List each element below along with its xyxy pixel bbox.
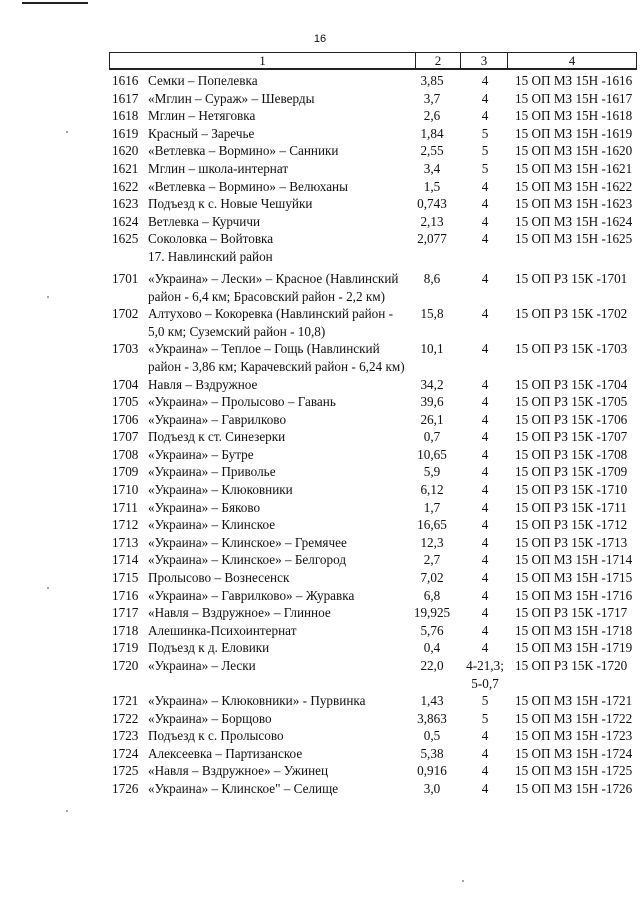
road-code: 15 ОП МЗ 15Н -1620 — [515, 143, 633, 159]
row-number: 1617 — [112, 90, 139, 106]
road-category: 4 — [481, 231, 489, 247]
road-category: 5 — [481, 125, 489, 141]
road-length: 3,7 — [423, 90, 441, 106]
road-code: 15 ОП РЗ 15К -1705 — [515, 394, 628, 410]
road-name: «Украина» – Приволье — [148, 464, 276, 480]
road-name: Мглин – Нетяговка — [148, 108, 256, 124]
table-row — [0, 142, 640, 160]
road-name: «Украина» – Клинское» – Гремячее — [148, 534, 347, 550]
road-code: 15 ОП МЗ 15Н -1625 — [515, 231, 633, 247]
road-code: 15 ОП РЗ 15К -1707 — [515, 429, 628, 445]
rows-mglin — [0, 72, 640, 248]
road-length: 19,925 — [413, 605, 451, 621]
scan-speck — [66, 810, 68, 812]
road-code: 15 ОП РЗ 15К -1710 — [515, 482, 628, 498]
header-col-3: 3 — [480, 53, 488, 68]
road-code: 15 ОП РЗ 15К -1701 — [515, 270, 628, 286]
road-code: 15 ОП РЗ 15К -1704 — [515, 376, 628, 392]
road-category: 4 — [481, 728, 489, 744]
road-length: 8,6 — [423, 270, 441, 286]
road-code: 15 ОП МЗ 15Н -1714 — [515, 552, 633, 568]
row-number: 1619 — [112, 125, 139, 141]
road-category: 4 — [481, 394, 489, 410]
row-number: 1713 — [112, 534, 139, 550]
road-length: 0,916 — [417, 763, 447, 779]
road-length: 12,3 — [420, 534, 444, 550]
row-number: 1724 — [112, 745, 139, 761]
road-code: 15 ОП МЗ 15Н -1624 — [515, 213, 633, 229]
road-name: «Украина» – Бутре — [148, 446, 254, 462]
road-code: 15 ОП МЗ 15Н -1618 — [515, 108, 633, 124]
row-number: 1714 — [112, 552, 139, 568]
row-number: 1725 — [112, 763, 139, 779]
road-category: 4 — [481, 73, 489, 88]
road-length: 1,5 — [423, 178, 441, 194]
row-number: 1722 — [112, 710, 139, 726]
road-code: 15 ОП МЗ 15Н -1718 — [515, 622, 633, 638]
road-category: 4 — [481, 90, 489, 106]
row-number: 1707 — [112, 429, 139, 445]
header-col-2: 2 — [434, 53, 442, 68]
road-code: 15 ОП МЗ 15Н -1617 — [515, 90, 633, 106]
road-code: 15 ОП МЗ 15Н -1724 — [515, 745, 633, 761]
road-length: 1,84 — [420, 125, 444, 141]
road-code: 15 ОП МЗ 15Н -1722 — [515, 710, 633, 726]
row-number: 1721 — [112, 693, 139, 708]
road-length: 7,02 — [420, 570, 444, 586]
road-length: 2,13 — [420, 213, 444, 229]
road-code: 15 ОП РЗ 15К -1712 — [515, 517, 628, 533]
road-code: 15 ОП МЗ 15Н -1621 — [515, 160, 633, 176]
road-code: 15 ОП МЗ 15Н -1715 — [515, 570, 633, 586]
row-number: 1703 — [112, 341, 139, 357]
road-name: Алтухово – Кокоревка (Навлинский район - 5,0 км; Суземский район - 10,8) — [148, 306, 394, 339]
table-row — [0, 463, 640, 481]
road-name: «Украина» – Клинское — [148, 517, 276, 533]
road-code: 15 ОП РЗ 15К -1709 — [515, 464, 628, 480]
road-code: 15 ОП МЗ 15Н -1723 — [515, 728, 633, 744]
road-code: 15 ОП РЗ 15К -1708 — [515, 446, 628, 462]
road-length: 3,85 — [420, 73, 444, 88]
road-name: «Украина» – Борщово — [148, 710, 272, 726]
road-length: 0,5 — [423, 728, 441, 744]
table-row — [0, 90, 640, 108]
row-number: 1705 — [112, 394, 139, 410]
row-number: 1723 — [112, 728, 139, 744]
road-code: 15 ОП МЗ 15Н -1719 — [515, 640, 633, 656]
road-category: 4 — [481, 429, 489, 445]
table-row — [0, 551, 640, 569]
road-name: Семки – Попелевка — [148, 73, 258, 88]
table-row — [0, 569, 640, 587]
category-part: 5-0,7 — [471, 675, 499, 691]
row-number: 1704 — [112, 376, 139, 392]
road-category: 4 — [481, 570, 489, 586]
table-row — [0, 446, 640, 464]
road-name: «Украина» – Пролысово – Гавань — [148, 394, 336, 410]
road-code: 15 ОП МЗ 15Н -1619 — [515, 125, 633, 141]
road-length: 3,4 — [423, 160, 441, 176]
road-category: 5 — [481, 693, 489, 708]
road-name: «Украина» – Клинское» – Белгород — [148, 552, 347, 568]
road-category: 5 — [481, 160, 489, 176]
table-row — [0, 393, 640, 411]
road-category: 4 — [481, 411, 489, 427]
road-length: 15,8 — [420, 306, 444, 322]
road-category: 5 — [481, 143, 489, 159]
table-row — [0, 178, 640, 196]
row-number: 1718 — [112, 622, 139, 638]
road-name: Подъезд к с. Новые Чешуйки — [148, 196, 313, 212]
road-length: 2,55 — [420, 143, 444, 159]
road-category: 4 — [481, 587, 489, 603]
category-part: 4-21,3; — [466, 658, 504, 673]
table-row — [0, 195, 640, 213]
row-number: 1706 — [112, 411, 139, 427]
road-category: 4 — [481, 270, 489, 286]
table-row — [0, 160, 640, 178]
table-row — [0, 428, 640, 446]
road-code: 15 ОП РЗ 15К -1706 — [515, 411, 628, 427]
table-row — [0, 762, 640, 780]
table-row — [0, 230, 640, 248]
road-name: «Украина» – Лески» – Красное (Навлинский район - 6,4 км; Брасовский район - 2,2 км) — [148, 270, 399, 304]
road-category — [462, 657, 508, 692]
road-length: 5,9 — [423, 464, 441, 480]
road-name: Алешинка-Психоинтернат — [148, 622, 297, 638]
road-length: 22,0 — [420, 658, 444, 673]
road-name: «Украина» – Гаврилково — [148, 411, 287, 427]
row-number: 1708 — [112, 446, 139, 462]
road-length: 0,4 — [423, 640, 441, 656]
row-number: 1717 — [112, 605, 139, 621]
row-number: 1625 — [112, 231, 139, 247]
road-name: Подъезд к с. Пролысово — [148, 728, 284, 744]
row-number: 1616 — [112, 73, 139, 88]
row-number: 1716 — [112, 587, 139, 603]
road-name: Мглин – школа-интернат — [148, 160, 289, 176]
table-row — [0, 692, 640, 710]
road-name: Ветлевка – Курчичи — [148, 213, 261, 229]
road-length: 5,38 — [420, 745, 444, 761]
table-row — [0, 72, 640, 90]
road-code: 15 ОП МЗ 15Н -1616 — [515, 73, 633, 88]
road-name: «Ветлевка – Вормино» – Велюханы — [148, 178, 348, 194]
table-row — [0, 270, 640, 305]
road-category: 4 — [481, 552, 489, 568]
road-name: «Мглин – Сураж» – Шеверды — [148, 90, 315, 106]
road-length: 3,0 — [423, 780, 441, 796]
road-length: 26,1 — [420, 411, 444, 427]
scan-speck — [462, 880, 464, 882]
road-code: 15 ОП РЗ 15К -1711 — [515, 499, 627, 515]
table-row — [0, 587, 640, 605]
table-row — [0, 125, 640, 143]
road-length: 1,7 — [423, 499, 441, 515]
table-row — [0, 639, 640, 657]
road-category: 4 — [481, 108, 489, 124]
road-name: Алексеевка – Партизанское — [148, 745, 303, 761]
page-number: 16 — [313, 33, 327, 45]
road-length: 3,863 — [417, 710, 447, 726]
road-length: 1,43 — [420, 693, 444, 708]
road-name: Навля – Вздружное — [148, 376, 258, 392]
table-row — [0, 213, 640, 231]
road-code: 15 ОП МЗ 15Н -1623 — [515, 196, 633, 212]
header-col-4: 4 — [568, 53, 576, 68]
row-number: 1712 — [112, 517, 139, 533]
road-name: Пролысово – Вознесенск — [148, 570, 290, 586]
road-name: «Украина» – Гаврилково» – Журавка — [148, 587, 355, 603]
header-col-1: 1 — [259, 53, 266, 68]
road-category: 4 — [481, 499, 489, 515]
road-name: «Украина» – Бяково — [148, 499, 261, 515]
road-length: 16,65 — [417, 517, 447, 533]
table-row — [0, 710, 640, 728]
road-name: Подъезд к д. Еловики — [148, 640, 270, 656]
road-length: 39,6 — [420, 394, 444, 410]
row-number: 1709 — [112, 464, 139, 480]
road-name: Красный – Заречье — [148, 125, 255, 141]
road-category: 4 — [481, 517, 489, 533]
table-row — [0, 516, 640, 534]
row-number: 1702 — [112, 306, 139, 322]
road-code: 15 ОП РЗ 15К -1720 — [515, 658, 628, 673]
road-length: 2,6 — [423, 108, 441, 124]
row-number: 1624 — [112, 213, 139, 229]
table-row — [0, 780, 640, 798]
road-category: 4 — [481, 178, 489, 194]
scan-speck — [47, 587, 49, 589]
top-rule — [22, 2, 88, 4]
road-length: 6,12 — [420, 482, 444, 498]
row-number: 1618 — [112, 108, 139, 124]
road-code: 15 ОП МЗ 15Н -1622 — [515, 178, 633, 194]
road-length: 2,077 — [417, 231, 447, 247]
road-category: 4 — [481, 534, 489, 550]
road-category: 4 — [481, 763, 489, 779]
rows-navlya — [0, 270, 640, 798]
road-code: 15 ОП РЗ 15К -1717 — [515, 605, 628, 621]
table-row — [0, 376, 640, 394]
road-category: 4 — [481, 196, 489, 212]
table-row — [0, 411, 640, 429]
road-code: 15 ОП МЗ 15Н -1726 — [515, 780, 633, 796]
scan-speck — [66, 131, 68, 133]
road-category: 4 — [481, 622, 489, 638]
road-category: 4 — [481, 306, 489, 322]
row-number: 1715 — [112, 570, 139, 586]
road-length: 2,7 — [423, 552, 441, 568]
road-category: 4 — [481, 605, 489, 621]
road-name: «Украина» – Лески — [148, 658, 256, 673]
table-row — [0, 727, 640, 745]
table-row — [0, 305, 640, 340]
table-row — [0, 107, 640, 125]
road-category: 4 — [481, 446, 489, 462]
row-number: 1719 — [112, 640, 139, 656]
table-row — [0, 657, 640, 692]
road-length: 10,1 — [420, 341, 444, 357]
road-name: «Навля – Вздружное» – Глинное — [148, 605, 331, 621]
row-number: 1701 — [112, 270, 139, 286]
road-name: «Ветлевка – Вормино» – Санники — [148, 143, 339, 159]
road-name: Подъезд к ст. Синезерки — [148, 429, 286, 445]
row-number: 1622 — [112, 178, 139, 194]
row-number: 1711 — [112, 499, 138, 515]
road-length: 0,743 — [417, 196, 447, 212]
roads-table — [0, 72, 640, 798]
road-length: 5,76 — [420, 622, 444, 638]
road-category: 5 — [481, 710, 489, 726]
row-number: 1720 — [112, 658, 139, 673]
row-number: 1710 — [112, 482, 139, 498]
road-category: 4 — [481, 341, 489, 357]
table-row — [0, 745, 640, 763]
road-code: 15 ОП РЗ 15К -1703 — [515, 341, 628, 357]
road-code: 15 ОП МЗ 15Н -1716 — [515, 587, 633, 603]
road-category: 4 — [481, 213, 489, 229]
road-category: 4 — [481, 482, 489, 498]
table-row — [0, 499, 640, 517]
road-category: 4 — [481, 640, 489, 656]
row-number: 1621 — [112, 160, 139, 176]
road-name: «Украина» – Клинское" – Селище — [148, 780, 339, 796]
road-length: 34,2 — [420, 376, 444, 392]
row-number: 1620 — [112, 143, 139, 159]
table-header — [109, 52, 637, 70]
road-category: 4 — [481, 464, 489, 480]
road-code: 15 ОП РЗ 15К -1702 — [515, 306, 628, 322]
road-length: 0,7 — [423, 429, 441, 445]
section-title: 17. Навлинский район — [148, 248, 273, 264]
road-code: 15 ОП МЗ 15Н -1721 — [515, 693, 633, 708]
road-name: Соколовка – Войтовка — [148, 231, 274, 247]
table-row — [0, 481, 640, 499]
table-row — [0, 604, 640, 622]
table-row — [0, 622, 640, 640]
road-category: 4 — [481, 376, 489, 392]
road-code: 15 ОП МЗ 15Н -1725 — [515, 763, 633, 779]
road-name: «Навля – Вздружное» – Ужинец — [148, 763, 329, 779]
row-number: 1726 — [112, 780, 139, 796]
table-row — [0, 340, 640, 375]
road-length: 10,65 — [417, 446, 447, 462]
road-length: 6,8 — [423, 587, 441, 603]
road-name: «Украина» – Теплое – Гощь (Навлинский район - 3,86 км; Карачевский район - 6,24 км) — [148, 341, 405, 374]
road-name: «Украина» – Клюковники — [148, 482, 293, 498]
row-number: 1623 — [112, 196, 139, 212]
table-row — [0, 534, 640, 552]
road-category: 4 — [481, 780, 489, 796]
road-name: «Украина» – Клюковники» - Пурвинка — [148, 693, 366, 708]
road-category: 4 — [481, 745, 489, 761]
road-code: 15 ОП РЗ 15К -1713 — [515, 534, 628, 550]
scan-speck — [47, 296, 49, 298]
